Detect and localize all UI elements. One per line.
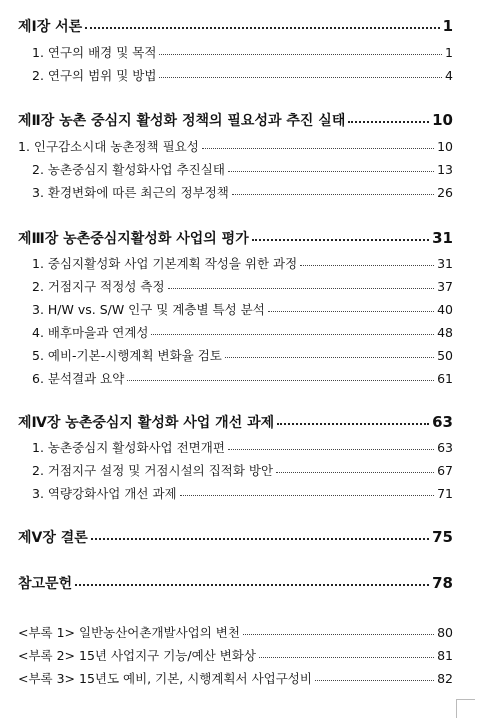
page-number: 31 xyxy=(437,256,453,271)
dot-leader xyxy=(202,148,434,149)
section-title: 1. 연구의 배경 및 목적 xyxy=(32,45,157,60)
section-title: 5. 예비-기본-시행계획 변화율 검토 xyxy=(32,348,222,363)
page-number: 67 xyxy=(437,463,453,478)
toc-appendix-3 xyxy=(18,669,453,687)
section-title: 2. 거점지구 적정성 측정 xyxy=(32,279,165,294)
page-number: 75 xyxy=(432,528,453,546)
page-number: 4 xyxy=(445,68,453,83)
toc-section-4-1 xyxy=(32,438,453,456)
page-number: 78 xyxy=(432,574,453,592)
dot-leader xyxy=(243,634,434,635)
page-number: 1 xyxy=(442,17,453,35)
dot-leader xyxy=(151,334,434,335)
section-title: 3. H/W vs. S/W 인구 및 계층별 특성 분석 xyxy=(32,302,265,317)
section-title: 1. 중심지활성화 사업 기본계획 작성을 위한 과정 xyxy=(32,256,298,271)
appendix-title: <부록 1> 일반농산어촌개발사업의 변천 xyxy=(18,625,240,640)
section-title: 6. 분석결과 요약 xyxy=(32,371,125,386)
dot-leader xyxy=(268,311,434,312)
appendix-title: <부록 3> 15년도 예비, 기본, 시행계획서 사업구성비 xyxy=(18,671,312,686)
page-number: 82 xyxy=(437,671,453,686)
chapter-title: 제Ⅱ장 농촌 중심지 활성화 정책의 필요성과 추진 실태 xyxy=(18,113,346,129)
toc-section-2-1 xyxy=(18,137,453,155)
page-number: 61 xyxy=(437,371,453,386)
chapter-title: 제Ⅲ장 농촌중심지활성화 사업의 평가 xyxy=(18,231,249,247)
references-title: 참고문헌 xyxy=(18,576,73,592)
page-number: 50 xyxy=(437,348,453,363)
dot-leader xyxy=(168,288,435,289)
page-number: 10 xyxy=(432,111,453,129)
page-number: 13 xyxy=(437,162,453,177)
dot-leader xyxy=(277,423,429,425)
page-number: 10 xyxy=(437,139,453,154)
chapter-title: 제Ⅳ장 농촌중심지 활성화 사업 개선 과제 xyxy=(18,415,275,431)
page-number: 37 xyxy=(437,279,453,294)
toc-section-4-3 xyxy=(32,484,453,502)
page-number: 63 xyxy=(432,413,453,431)
page-corner-mark xyxy=(456,699,475,718)
section-title: 1. 농촌중심지 활성화사업 전면개편 xyxy=(32,440,225,455)
section-title: 2. 거점지구 설정 및 거점시설의 집적화 방안 xyxy=(32,463,274,478)
dot-leader xyxy=(315,680,434,681)
dot-leader xyxy=(259,657,434,658)
toc-chapter-4 xyxy=(18,412,453,432)
dot-leader xyxy=(180,495,434,496)
dot-leader xyxy=(276,472,434,473)
page-number: 26 xyxy=(437,185,453,200)
toc-section-1-1 xyxy=(32,43,453,61)
toc-section-3-1 xyxy=(32,254,453,272)
toc-chapter-5 xyxy=(18,527,453,547)
chapter-title: 제Ⅴ장 결론 xyxy=(18,530,88,546)
toc-appendix-1 xyxy=(18,623,453,641)
dot-leader xyxy=(252,239,429,241)
section-title: 3. 역량강화사업 개선 과제 xyxy=(32,486,177,501)
toc-section-3-4 xyxy=(32,323,453,341)
toc-section-3-2 xyxy=(32,277,453,295)
toc-section-4-2 xyxy=(32,461,453,479)
page-number: 80 xyxy=(437,625,453,640)
toc-appendix-2 xyxy=(18,646,453,664)
dot-leader xyxy=(228,449,434,450)
dot-leader xyxy=(91,538,429,540)
toc-chapter-3 xyxy=(18,228,453,248)
page-number: 63 xyxy=(437,440,453,455)
toc-section-3-3 xyxy=(32,300,453,318)
toc-section-1-2 xyxy=(32,66,453,84)
toc-section-3-5 xyxy=(32,346,453,364)
appendix-title: <부록 2> 15년 사업지구 기능/예산 변화상 xyxy=(18,648,256,663)
toc-chapter-2 xyxy=(18,110,453,130)
section-title: 2. 농촌중심지 활성화사업 추진실태 xyxy=(32,162,225,177)
toc-section-2-2 xyxy=(32,160,453,178)
page-number: 31 xyxy=(432,229,453,247)
page-number: 40 xyxy=(437,302,453,317)
toc-chapter-1 xyxy=(18,16,453,36)
dot-leader xyxy=(159,54,442,55)
section-title: 1. 인구감소시대 농촌정책 필요성 xyxy=(18,139,199,154)
dot-leader xyxy=(228,171,434,172)
dot-leader xyxy=(225,357,434,358)
section-title: 4. 배후마을과 연계성 xyxy=(32,325,149,340)
dot-leader xyxy=(127,380,434,381)
page-number: 1 xyxy=(445,45,453,60)
chapter-title: 제Ⅰ장 서론 xyxy=(18,19,83,35)
dot-leader xyxy=(159,77,442,78)
section-title: 3. 환경변화에 따른 최근의 정부정책 xyxy=(32,185,229,200)
dot-leader xyxy=(75,584,429,586)
dot-leader xyxy=(232,194,434,195)
dot-leader xyxy=(348,121,429,123)
section-title: 2. 연구의 범위 및 방법 xyxy=(32,68,157,83)
page-number: 81 xyxy=(437,648,453,663)
dot-leader xyxy=(85,27,439,29)
page-number: 48 xyxy=(437,325,453,340)
dot-leader xyxy=(300,265,434,266)
toc-section-2-3 xyxy=(32,183,453,201)
toc-references xyxy=(18,573,453,593)
toc-section-3-6 xyxy=(32,369,453,387)
page-number: 71 xyxy=(437,486,453,501)
